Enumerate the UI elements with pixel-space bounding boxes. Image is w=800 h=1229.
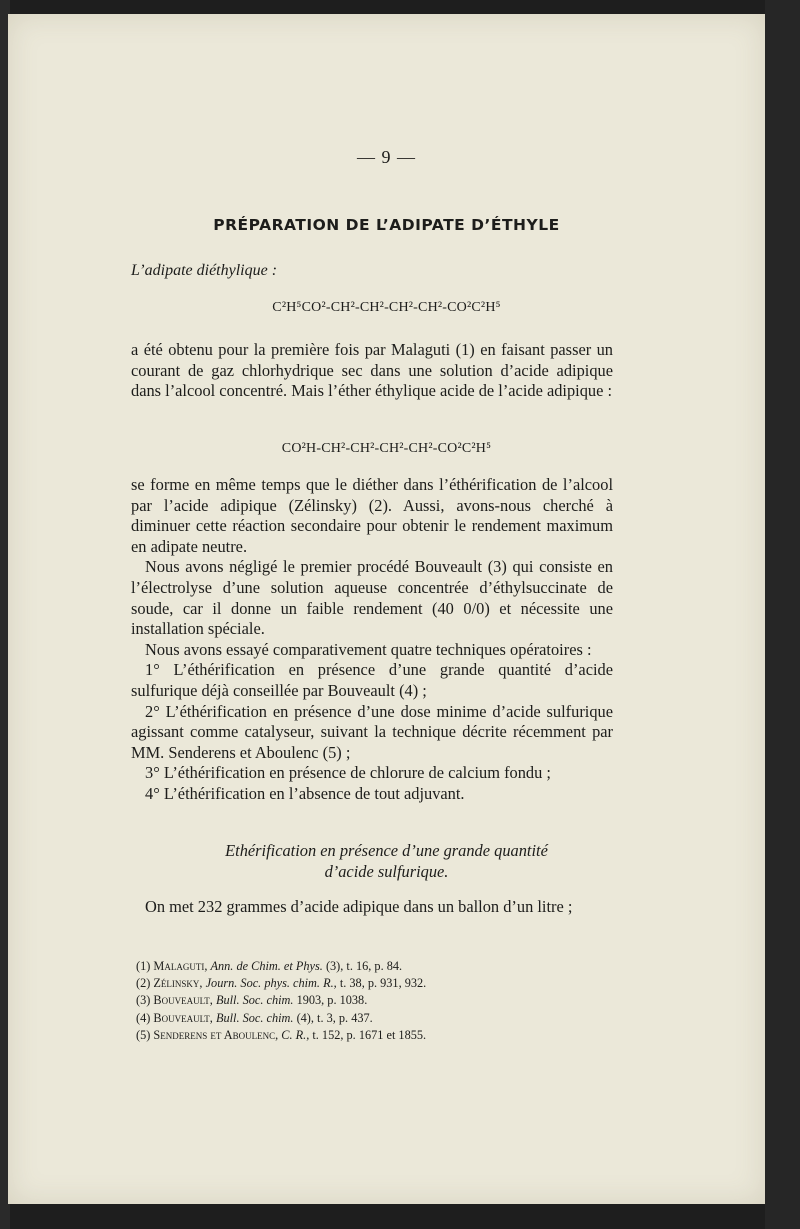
paragraph-5-text: On met 232 grammes d’acide adipique dans un ballon d’un litre ; <box>145 897 573 916</box>
footnote-number: (4) <box>136 1010 151 1025</box>
list-item-3: 3° L’éthérification en présence de chlorure de calcium fondu ; <box>145 763 551 783</box>
section-title <box>8 840 765 882</box>
paragraph-4: Nous avons essayé comparativement quatre techniques opératoires : <box>145 639 592 659</box>
footnote-4 <box>136 1010 606 1027</box>
page-number: — 9 — <box>357 147 416 167</box>
footnote-author: Zélinsky, <box>153 976 203 991</box>
document-page <box>8 14 765 1204</box>
footnote-reference: C. R., <box>281 1027 310 1042</box>
footnote-5 <box>136 1027 606 1044</box>
footnote-reference: Bull. Soc. chim. <box>215 1010 294 1025</box>
formula-acid-ester: CO²H-CH²-CH²-CH²-CH²-CO²C²H⁵ <box>281 441 492 456</box>
footnote-details: t. 152, p. 1671 et 1855. <box>312 1027 427 1042</box>
subtitle: L’adipate diéthylique : <box>131 262 278 279</box>
body-paragraphs <box>131 475 613 805</box>
footnote-details: t. 38, p. 931, 932. <box>339 976 427 991</box>
footnotes <box>136 958 606 1044</box>
list-item-2: 2° L’éthérification en présence d’une dose minime d’acide sulfurique agissant comme catalyseur, suivant la technique décrite récemment par MM. Senderens et Aboulenc (5) ; <box>131 701 613 762</box>
footnote-author: Malaguti, <box>153 959 208 973</box>
footnote-details: (3), t. 16, p. 84. <box>325 959 403 973</box>
footnote-3 <box>136 992 606 1009</box>
footnote-author: Senderens et Aboulenc, <box>153 1027 279 1042</box>
paragraph-5 <box>131 897 613 918</box>
footnote-reference: Ann. de Chim. et Phys. <box>210 959 323 973</box>
paragraph-1 <box>131 340 613 402</box>
section-title-line-2: d’acide sulfurique. <box>324 862 449 881</box>
paragraph-3: Nous avons négligé le premier procédé Bouveault (3) qui consiste en l’électrolyse d’une solution aqueuse concentrée d’éthylsuccinate de soude, car il donne un faible rendement (40 0/0) et nécessite une installation spéciale. <box>131 557 613 639</box>
footnote-number: (2) <box>136 976 151 991</box>
footnote-2 <box>136 975 606 992</box>
footnote-details: (4), t. 3, p. 437. <box>296 1010 373 1025</box>
scan-right-edge <box>765 0 800 1229</box>
footnote-reference: Bull. Soc. chim. <box>215 993 294 1008</box>
section-title-line-1: Ethérification en présence d’une grande quantité <box>225 841 548 860</box>
formula-diethyl-adipate: C²H⁵CO²-CH²-CH²-CH²-CH²-CO²C²H⁵ <box>272 300 501 315</box>
paragraph-1-text: a été obtenu pour la première fois par Malaguti (1) en faisant passer un courant de gaz chlorhydrique sec dans une solution d’acide adipique dans l’alcool concentré. Mais l’éther éthylique acide de l’acide adipique : <box>131 340 613 401</box>
footnote-number: (1) <box>136 959 151 973</box>
list-item-4: 4° L’éthérification en l’absence de tout adjuvant. <box>145 783 465 803</box>
footnote-1 <box>136 958 606 975</box>
footnote-author: Bouveault, <box>153 993 213 1008</box>
footnote-number: (3) <box>136 993 151 1008</box>
footnote-details: 1903, p. 1038. <box>296 993 368 1008</box>
footnote-reference: Journ. Soc. phys. chim. R., <box>205 976 337 991</box>
footnote-author: Bouveault, <box>153 1010 213 1025</box>
list-item-1: 1° L’éthérification en présence d’une grande quantité d’acide sulfurique déjà conseillée par Bouveault (4) ; <box>131 660 613 700</box>
page-title: PRÉPARATION DE L’ADIPATE D’ÉTHYLE <box>213 216 560 234</box>
paragraph-2: se forme en même temps que le diéther dans l’éthérification de l’alcool par l’acide adipique (Zélinsky) (2). Aussi, avons-nous cherché à diminuer cette réaction secondaire pour obtenir le rendement maximum en adipate neutre. <box>131 475 613 556</box>
footnote-number: (5) <box>136 1027 151 1042</box>
